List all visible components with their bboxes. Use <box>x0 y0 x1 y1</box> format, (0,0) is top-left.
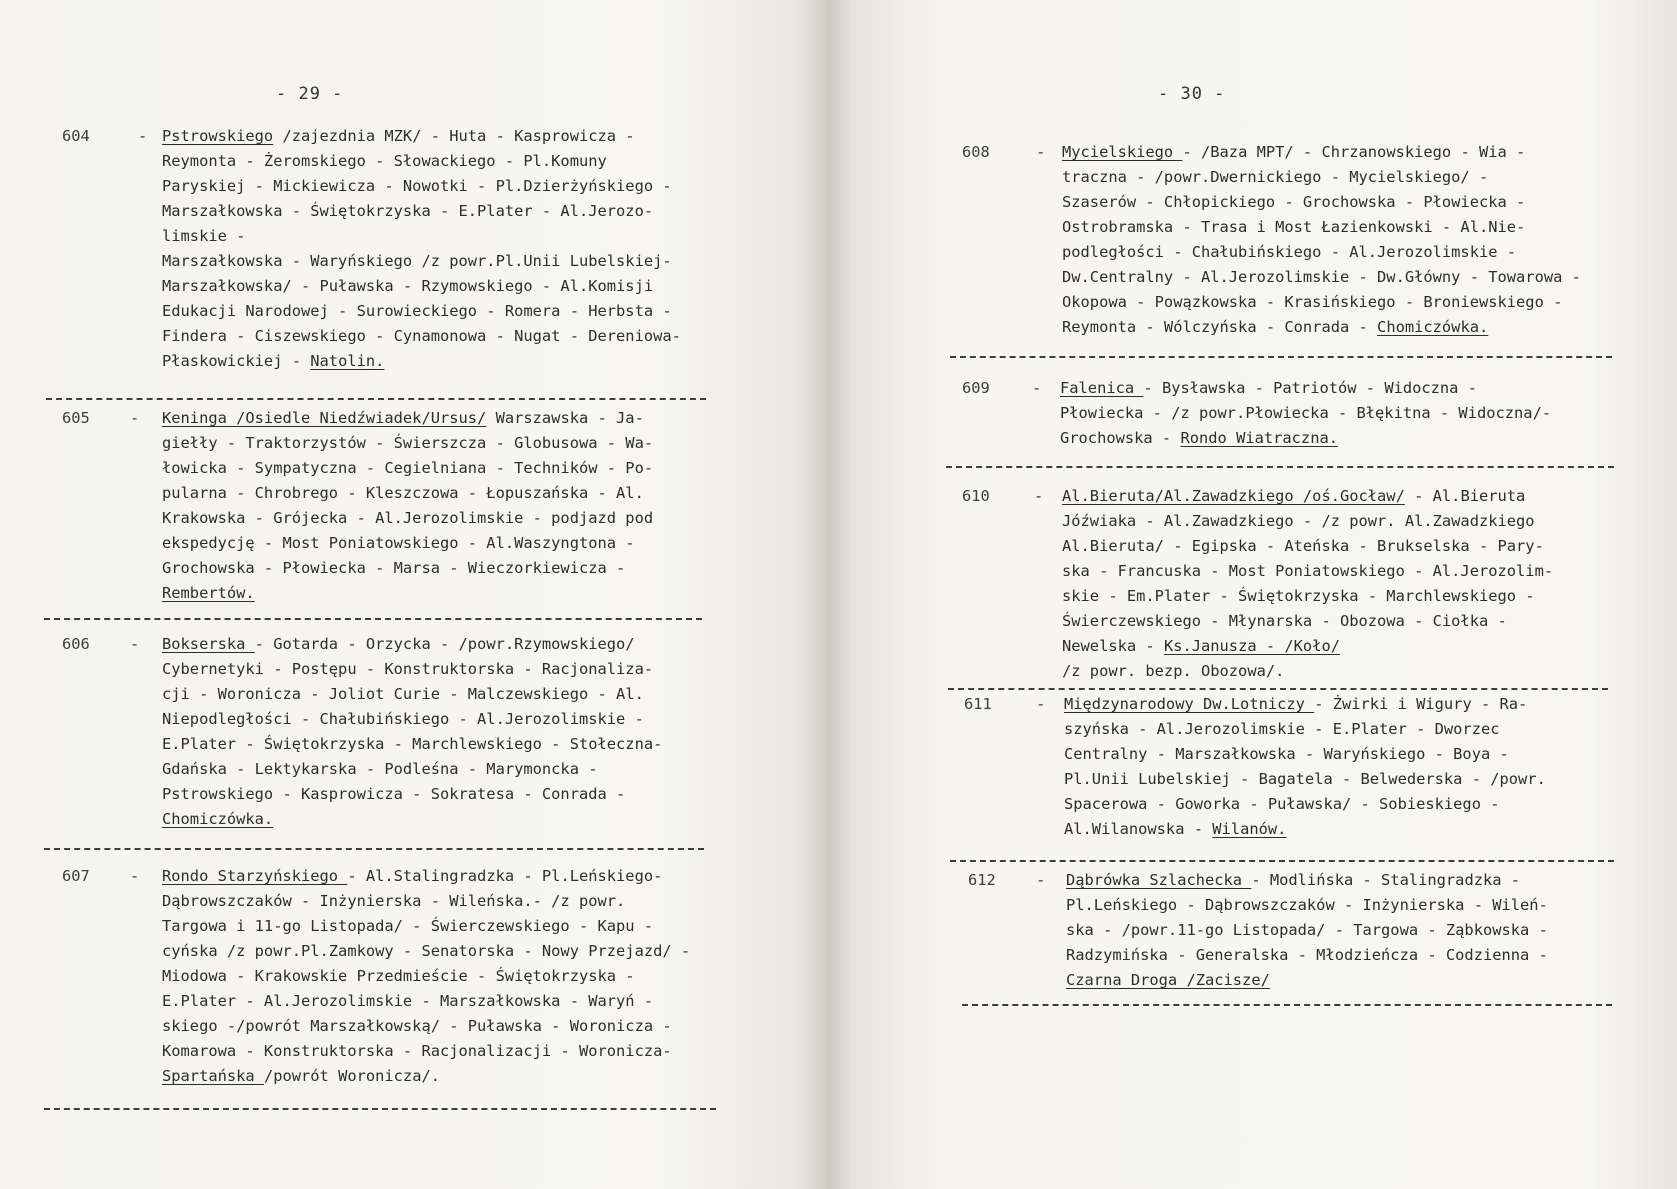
description-line <box>162 324 681 349</box>
description-line <box>162 682 662 707</box>
route-text: - /Baza MPT/ - Chrzanowskiego - Wia - <box>1182 143 1526 161</box>
route-text: Świerczewskiego - Młynarska - Obozowa - Ciołka - <box>1062 612 1507 630</box>
route-text: - Modlińska - Stalingradzka - <box>1251 871 1521 889</box>
description-line <box>162 174 681 199</box>
route-dash: - <box>1036 143 1046 161</box>
route-text: Centralny - Marszałkowska - Waryńskiego - Boya - <box>1064 745 1509 763</box>
route-description <box>1060 376 1551 451</box>
route-dash: - <box>1036 695 1046 713</box>
separator-line <box>44 618 702 620</box>
description-line <box>162 657 662 682</box>
description-line <box>162 807 662 832</box>
underlined-stop-name: Rondo Wiatraczna. <box>1180 429 1338 447</box>
description-line <box>1062 509 1553 534</box>
route-text: podległości - Chałubińskiego - Al.Jerozolimskie - <box>1062 243 1517 261</box>
route-text: Pl.Leńskiego - Dąbrowszczaków - Inżynierska - Wileń- <box>1066 896 1548 914</box>
route-text: Al.Wilanowska - <box>1064 820 1213 838</box>
route-text: skie - Em.Plater - Świętokrzyska - Marchlewskiego - <box>1062 587 1535 605</box>
underlined-stop-name: Chomiczówka. <box>162 810 274 828</box>
description-line <box>162 1039 690 1064</box>
description-line <box>162 149 681 174</box>
underlined-stop-name: Spartańska <box>162 1067 264 1085</box>
route-text: pularna - Chrobrego - Kleszczowa - Łopuszańska - Al. <box>162 484 644 502</box>
route-text: Paryskiej - Mickiewicza - Nowotki - Pl.Dzierżyńskiego - <box>162 177 672 195</box>
route-text: Marszałkowska - Waryńskiego /z powr.Pl.Unii Lubelskiej- <box>162 252 672 270</box>
route-text: Radzymińska - Generalska - Młodzieńcza - Codzienna - <box>1066 946 1548 964</box>
underlined-stop-name: Rondo Starzyńskiego <box>162 867 348 885</box>
route-text: Pl.Unii Lubelskiej - Bagatela - Belwederska - /powr. <box>1064 770 1546 788</box>
description-line <box>162 456 653 481</box>
route-text: - Żwirki i Wigury - Ra- <box>1314 695 1528 713</box>
description-line <box>162 889 690 914</box>
description-line <box>162 506 653 531</box>
description-line <box>1062 634 1553 659</box>
route-number: 612 <box>968 871 996 889</box>
separator-line <box>950 356 1612 358</box>
route-text: E.Plater - Świętokrzyska - Marchlewskiego - Stołeczna- <box>162 735 663 753</box>
route-text: ska - Francuska - Most Poniatowskiego - Al.Jerozolim- <box>1062 562 1554 580</box>
description-line <box>162 581 653 606</box>
description-line <box>162 632 662 657</box>
description-line <box>1064 792 1546 817</box>
separator-line <box>962 1004 1612 1006</box>
route-text: Grochowska - <box>1060 429 1181 447</box>
underlined-stop-name: Ks.Janusza - /Koło/ <box>1163 637 1340 655</box>
description-line <box>162 782 662 807</box>
description-line <box>162 707 662 732</box>
description-line <box>1060 426 1551 451</box>
route-description <box>1066 868 1548 993</box>
description-line <box>1062 659 1553 684</box>
route-description <box>1062 484 1553 684</box>
route-text: /zajezdnia MZK/ - Huta - Kasprowicza - <box>273 127 635 145</box>
description-line <box>162 349 681 374</box>
route-text: - Bysławska - Patriotów - Widoczna - <box>1143 379 1477 397</box>
separator-line <box>44 1108 716 1110</box>
route-text: Pstrowskiego - Kasprowicza - Sokratesa - Conrada - <box>162 785 626 803</box>
route-dash: - <box>1032 379 1042 397</box>
route-description <box>162 864 690 1089</box>
route-text: Gdańska - Lektykarska - Podleśna - Marymoncka - <box>162 760 598 778</box>
description-line <box>162 531 653 556</box>
route-dash: - <box>130 635 140 653</box>
underlined-stop-name: Pstrowskiego <box>162 127 274 145</box>
underlined-stop-name: Wilanów. <box>1212 820 1287 838</box>
route-text: Al.Bieruta/ - Egipska - Ateńska - Brukselska - Pary- <box>1062 537 1544 555</box>
route-text: Findera - Ciszewskiego - Cynamonowa - Nugat - Dereniowa- <box>162 327 681 345</box>
description-line <box>162 914 690 939</box>
description-line <box>1062 534 1553 559</box>
description-line <box>1066 893 1548 918</box>
route-text: Edukacji Narodowej - Surowieckiego - Romera - Herbsta - <box>162 302 672 320</box>
route-description <box>162 124 681 374</box>
route-dash: - <box>138 127 148 145</box>
description-line <box>162 274 681 299</box>
description-line <box>1064 717 1546 742</box>
left-page <box>0 0 828 1189</box>
route-text: Grochowska - Płowiecka - Marsa - Wieczorkiewicza - <box>162 559 626 577</box>
underlined-stop-name: Rembertów. <box>162 584 255 602</box>
description-line <box>162 224 681 249</box>
separator-line <box>948 688 1608 690</box>
underlined-stop-name: Keninga /Osiedle Niedźwiadek/Ursus/ <box>162 409 487 427</box>
description-line <box>1064 692 1546 717</box>
description-line <box>1062 140 1581 165</box>
route-text: ekspedycję - Most Poniatowskiego - Al.Waszyngtona - <box>162 534 635 552</box>
route-dash: - <box>130 409 140 427</box>
page-number: - 29 - <box>276 84 344 104</box>
route-dash: - <box>130 867 140 885</box>
route-text: Miodowa - Krakowskie Przedmieście - Świętokrzyska - <box>162 967 635 985</box>
description-line <box>1062 265 1581 290</box>
separator-line <box>46 398 706 400</box>
underlined-stop-name: Natolin. <box>310 352 385 370</box>
route-text: Niepodległości - Chałubińskiego - Al.Jerozolimskie - <box>162 710 644 728</box>
route-text: /powrót Woronicza/. <box>263 1067 440 1085</box>
separator-line <box>946 466 1614 468</box>
route-number: 606 <box>62 635 90 653</box>
route-dash: - <box>1034 487 1044 505</box>
route-text: skiego -/powrót Marszałkowską/ - Puławska - Woronicza - <box>162 1017 672 1035</box>
route-text: giełły - Traktorzystów - Świerszcza - Globusowa - Wa- <box>162 434 654 452</box>
route-text: Ostrobramska - Trasa i Most Łazienkowski - Al.Nie- <box>1062 218 1526 236</box>
description-line <box>1062 190 1581 215</box>
underlined-stop-name: Chomiczówka. <box>1377 318 1489 336</box>
description-line <box>1062 315 1581 340</box>
description-line <box>162 124 681 149</box>
route-text: Marszałkowska - Świętokrzyska - E.Plater - Al.Jerozo- <box>162 202 654 220</box>
route-text: Płowiecka - /z powr.Płowiecka - Błękitna - Widoczna/- <box>1060 404 1552 422</box>
separator-line <box>44 848 704 850</box>
route-text: traczna - /powr.Dwernickiego - Mycielskiego/ - <box>1062 168 1489 186</box>
route-text: /z powr. bezp. Obozowa/. <box>1062 662 1285 680</box>
route-number: 608 <box>962 143 990 161</box>
route-text: szyńska - Al.Jerozolimskie - E.Plater - Dworzec <box>1064 720 1500 738</box>
route-number: 611 <box>964 695 992 713</box>
page-number: - 30 - <box>1158 84 1226 104</box>
route-text: Reymonta - Żeromskiego - Słowackiego - Pl.Komuny <box>162 152 607 170</box>
route-description <box>1064 692 1546 842</box>
route-text: - Al.Stalingradzka - Pl.Leńskiego- <box>347 867 663 885</box>
route-text: Newelska - <box>1062 637 1164 655</box>
underlined-stop-name: Międzynarodowy Dw.Lotniczy <box>1064 695 1315 713</box>
description-line <box>162 199 681 224</box>
description-line <box>162 249 681 274</box>
route-text: Cybernetyki - Postępu - Konstruktorska - Racjonaliza- <box>162 660 654 678</box>
route-dash: - <box>1036 871 1046 889</box>
description-line <box>1062 240 1581 265</box>
description-line <box>1062 559 1553 584</box>
underlined-stop-name: Al.Bieruta/Al.Zawadzkiego /oś.Gocław/ <box>1062 487 1405 505</box>
separator-line <box>950 860 1614 862</box>
underlined-stop-name: Czarna Droga /Zacisze/ <box>1066 971 1270 989</box>
description-line <box>162 556 653 581</box>
route-text: Jóźwiaka - Al.Zawadzkiego - /z powr. Al.Zawadzkiego <box>1062 512 1535 530</box>
description-line <box>162 864 690 889</box>
route-number: 607 <box>62 867 90 885</box>
description-line <box>162 964 690 989</box>
description-line <box>1062 609 1553 634</box>
route-description <box>1062 140 1581 340</box>
description-line <box>162 406 653 431</box>
route-text: - Gotarda - Orzycka - /powr.Rzymowskiego/ <box>254 635 635 653</box>
route-text: Komarowa - Konstruktorska - Racjonalizacji - Woronicza- <box>162 1042 672 1060</box>
route-text: Dąbrowszczaków - Inżynierska - Wileńska.- /z powr. <box>162 892 626 910</box>
route-text: Targowa i 11-go Listopada/ - Świerczewskiego - Kapu - <box>162 917 654 935</box>
description-line <box>1062 165 1581 190</box>
description-line <box>1066 943 1548 968</box>
route-text: łowicka - Sympatyczna - Cegielniana - Techników - Po- <box>162 459 654 477</box>
underlined-stop-name: Falenica <box>1060 379 1144 397</box>
route-text: Płaskowickiej - <box>162 352 311 370</box>
route-number: 610 <box>962 487 990 505</box>
description-line <box>162 757 662 782</box>
description-line <box>1062 484 1553 509</box>
description-line <box>1062 584 1553 609</box>
description-line <box>1066 968 1548 993</box>
route-text: Szaserów - Chłopickiego - Grochowska - Płowiecka - <box>1062 193 1526 211</box>
route-number: 609 <box>962 379 990 397</box>
description-line <box>1060 401 1551 426</box>
underlined-stop-name: Dąbrówka Szlachecka <box>1066 871 1252 889</box>
underlined-stop-name: Mycielskiego <box>1062 143 1183 161</box>
route-text: cji - Woronicza - Joliot Curie - Malczewskiego - Al. <box>162 685 644 703</box>
route-text: Marszałkowska/ - Puławska - Rzymowskiego - Al.Komisji <box>162 277 654 295</box>
route-text: cyńska /z powr.Pl.Zamkowy - Senatorska - Nowy Przejazd/ - <box>162 942 691 960</box>
route-text: Okopowa - Powązkowska - Krasińskiego - Broniewskiego - <box>1062 293 1563 311</box>
route-description <box>162 406 653 606</box>
description-line <box>162 299 681 324</box>
description-line <box>1062 290 1581 315</box>
route-number: 605 <box>62 409 90 427</box>
right-page <box>828 0 1677 1189</box>
description-line <box>1062 215 1581 240</box>
route-text: Reymonta - Wólczyńska - Conrada - <box>1062 318 1378 336</box>
route-text: Dw.Centralny - Al.Jerozolimskie - Dw.Główny - Towarowa - <box>1062 268 1581 286</box>
route-text: E.Plater - Al.Jerozolimskie - Marszałkowska - Waryń - <box>162 992 654 1010</box>
route-text: ska - /powr.11-go Listopada/ - Targowa - Ząbkowska - <box>1066 921 1548 939</box>
description-line <box>162 732 662 757</box>
description-line <box>162 989 690 1014</box>
description-line <box>1064 742 1546 767</box>
route-text: - Al.Bieruta <box>1404 487 1526 505</box>
underlined-stop-name: Bokserska <box>162 635 255 653</box>
route-text: Krakowska - Grójecka - Al.Jerozolimskie - podjazd pod <box>162 509 654 527</box>
route-number: 604 <box>62 127 90 145</box>
description-line <box>1064 767 1546 792</box>
route-text: Warszawska - Ja- <box>486 409 644 427</box>
description-line <box>162 431 653 456</box>
route-text: limskie - <box>162 227 246 245</box>
description-line <box>162 1064 690 1089</box>
description-line <box>1066 918 1548 943</box>
description-line <box>162 481 653 506</box>
description-line <box>162 939 690 964</box>
route-description <box>162 632 662 832</box>
description-line <box>162 1014 690 1039</box>
description-line <box>1060 376 1551 401</box>
description-line <box>1066 868 1548 893</box>
description-line <box>1064 817 1546 842</box>
route-text: Spacerowa - Goworka - Puławska/ - Sobieskiego - <box>1064 795 1500 813</box>
